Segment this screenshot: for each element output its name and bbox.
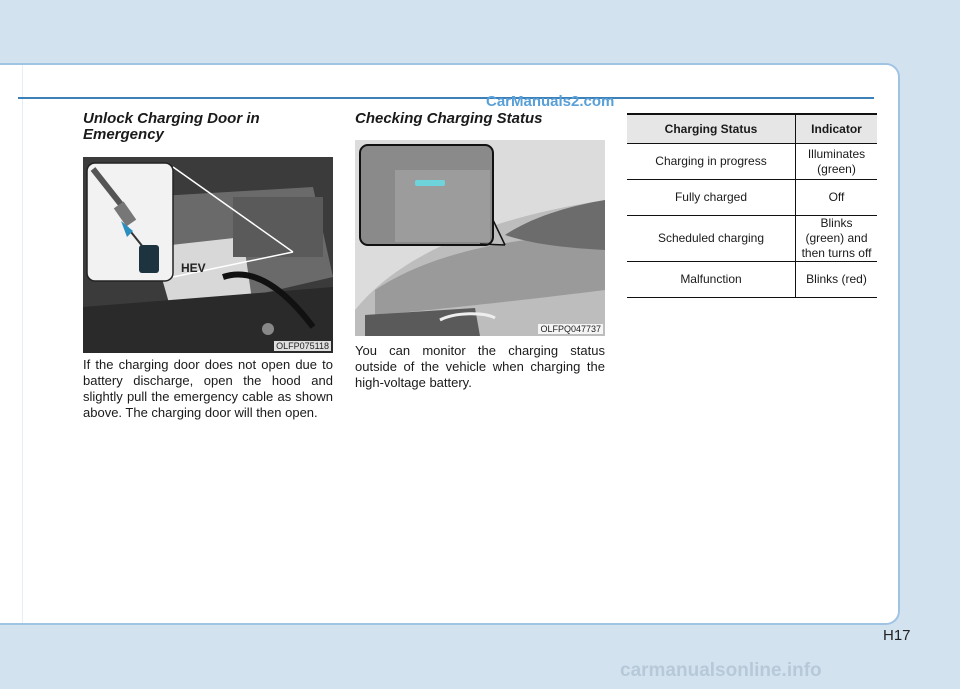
- column-header: Indicator: [796, 114, 878, 144]
- section-heading-checking: Checking Charging Status: [355, 110, 543, 127]
- photo-code: OLFPQ047737: [540, 324, 601, 334]
- photo-code: OLFP075118: [276, 341, 329, 351]
- margin-line: [22, 65, 23, 623]
- table-cell: Fully charged: [627, 180, 796, 216]
- column-header: Charging Status: [627, 114, 796, 144]
- charging-status-table: [627, 113, 877, 298]
- watermark[interactable]: CarManuals2.com: [486, 93, 615, 110]
- page-number: H17: [883, 627, 911, 644]
- table-cell: Illuminates (green): [796, 144, 878, 180]
- table-row: [627, 144, 877, 180]
- section-heading-unlock: Unlock Charging Door in Emergency: [83, 110, 260, 143]
- car-front-photo: [355, 140, 605, 336]
- hev-label: HEV: [181, 261, 206, 275]
- footer-watermark[interactable]: carmanualsonline.info: [620, 660, 822, 681]
- table-cell: Off: [796, 180, 878, 216]
- table-cell: Scheduled charging: [627, 216, 796, 262]
- header-rule: [18, 97, 874, 99]
- table-cell: Malfunction: [627, 262, 796, 298]
- table-row: [627, 180, 877, 216]
- table-header-row: [627, 114, 877, 144]
- table-row: [627, 262, 877, 298]
- table-cell: Charging in progress: [627, 144, 796, 180]
- checking-instructions: You can monitor the charging status outside of the vehicle when charging the high-voltage battery.: [355, 343, 605, 390]
- engine-bay-photo: [83, 157, 333, 353]
- table-cell: Blinks (green) and then turns off: [796, 216, 878, 262]
- table-row: [627, 216, 877, 262]
- unlock-instructions: If the charging door does not open due to battery discharge, open the hood and slightly pull the emergency cable as shown above. The charging door will then open.: [83, 357, 333, 420]
- table-cell: Blinks (red): [796, 262, 878, 298]
